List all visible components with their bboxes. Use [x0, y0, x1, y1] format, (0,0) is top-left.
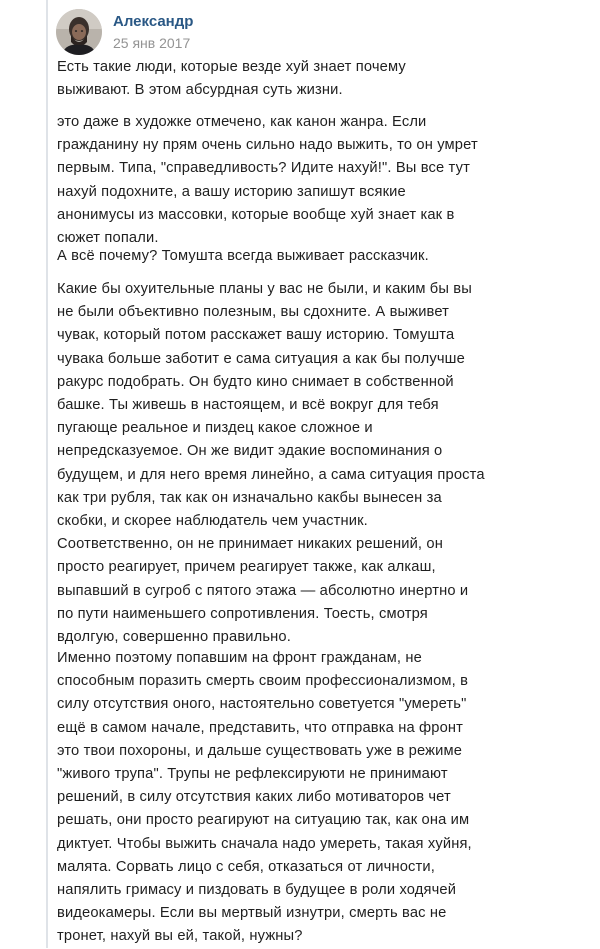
post-meta	[113, 12, 193, 53]
post-paragraph-5: Именно поэтому попавшим на фронт гражданам, не способным поразить смерть своим профессионализмом, в силу отсутствия оного, настоятельно советуется "умереть" ещё в самом начале, представить, что отправка на фронт это твои похороны, и дальше существовать уже в режиме "живого трупа". Трупы не рефлексируюти не принимают решений, в силу отсутствия каких либо мотиваторов чет решать, они просто реагируют на ситуацию так, как она им диктует. Чтобы выжить сначала надо умереть, такая хуйня, малята. Сорвать лицо с себя, отказаться от личности, напялить гримасу и пиздовать в будущее в роли ходячей видеокамеры. Если вы мертвый изнутри, смерть вас не тронет, нахуй вы ей, такой, нужны?	[57, 650, 472, 945]
post-paragraph-2: это даже в художке отмечено, как канон жанра. Если гражданину ну прям очень сильно надо выжить, то он умрет первым. Типа, "справедливость? Идите нахуй!". Вы все тут нахуй подохните, а вашу историю запишут всякие анонимусы из массовки, которые вообще хуй знает как в сюжет попали.	[57, 114, 478, 247]
author-avatar[interactable]	[56, 9, 102, 55]
post-card	[46, 0, 586, 948]
post-paragraph-3: А всё почему? Томушта всегда выживает рассказчик.	[57, 248, 429, 264]
post-date-link[interactable]: 25 янв 2017	[113, 34, 191, 51]
avatar-photo	[56, 9, 102, 55]
post-paragraph-1: Есть такие люди, которые везде хуй знает почему выживают. В этом абсурдная суть жизни.	[57, 59, 406, 99]
author-name-link[interactable]: Александр	[113, 12, 194, 30]
post-paragraph-4: Какие бы охуительные планы у вас не были, и каким бы вы не были объективно полезным, вы сдохните. А выживет чувак, который потом расскажет вашу историю. Томушта чувака больше заботит е сама ситуация а как бы получше ракурс подобрать. Он будто кино снимает в собственной башке. Ты живешь в настоящем, и всё вокруг для тебя пугающе реальное и пиздец какое сложное и непредсказуемое. Он же видит эдакие воспоминания о будущем, и для него время линейно, а сама ситуация проста как три рубля, так как он изначально какбы вынесен за скобки, и скорее наблюдатель чем участник. Соответственно, он не принимает никаких решений, он просто реагирует, причем реагирует также, как алкаш, выпавший в сугроб с пятого этажа — абсолютно инертно и по пути наименьшего сопротивления. Тоесть, смотря вдолгую, совершенно правильно.	[57, 281, 485, 646]
post-header	[56, 8, 193, 56]
